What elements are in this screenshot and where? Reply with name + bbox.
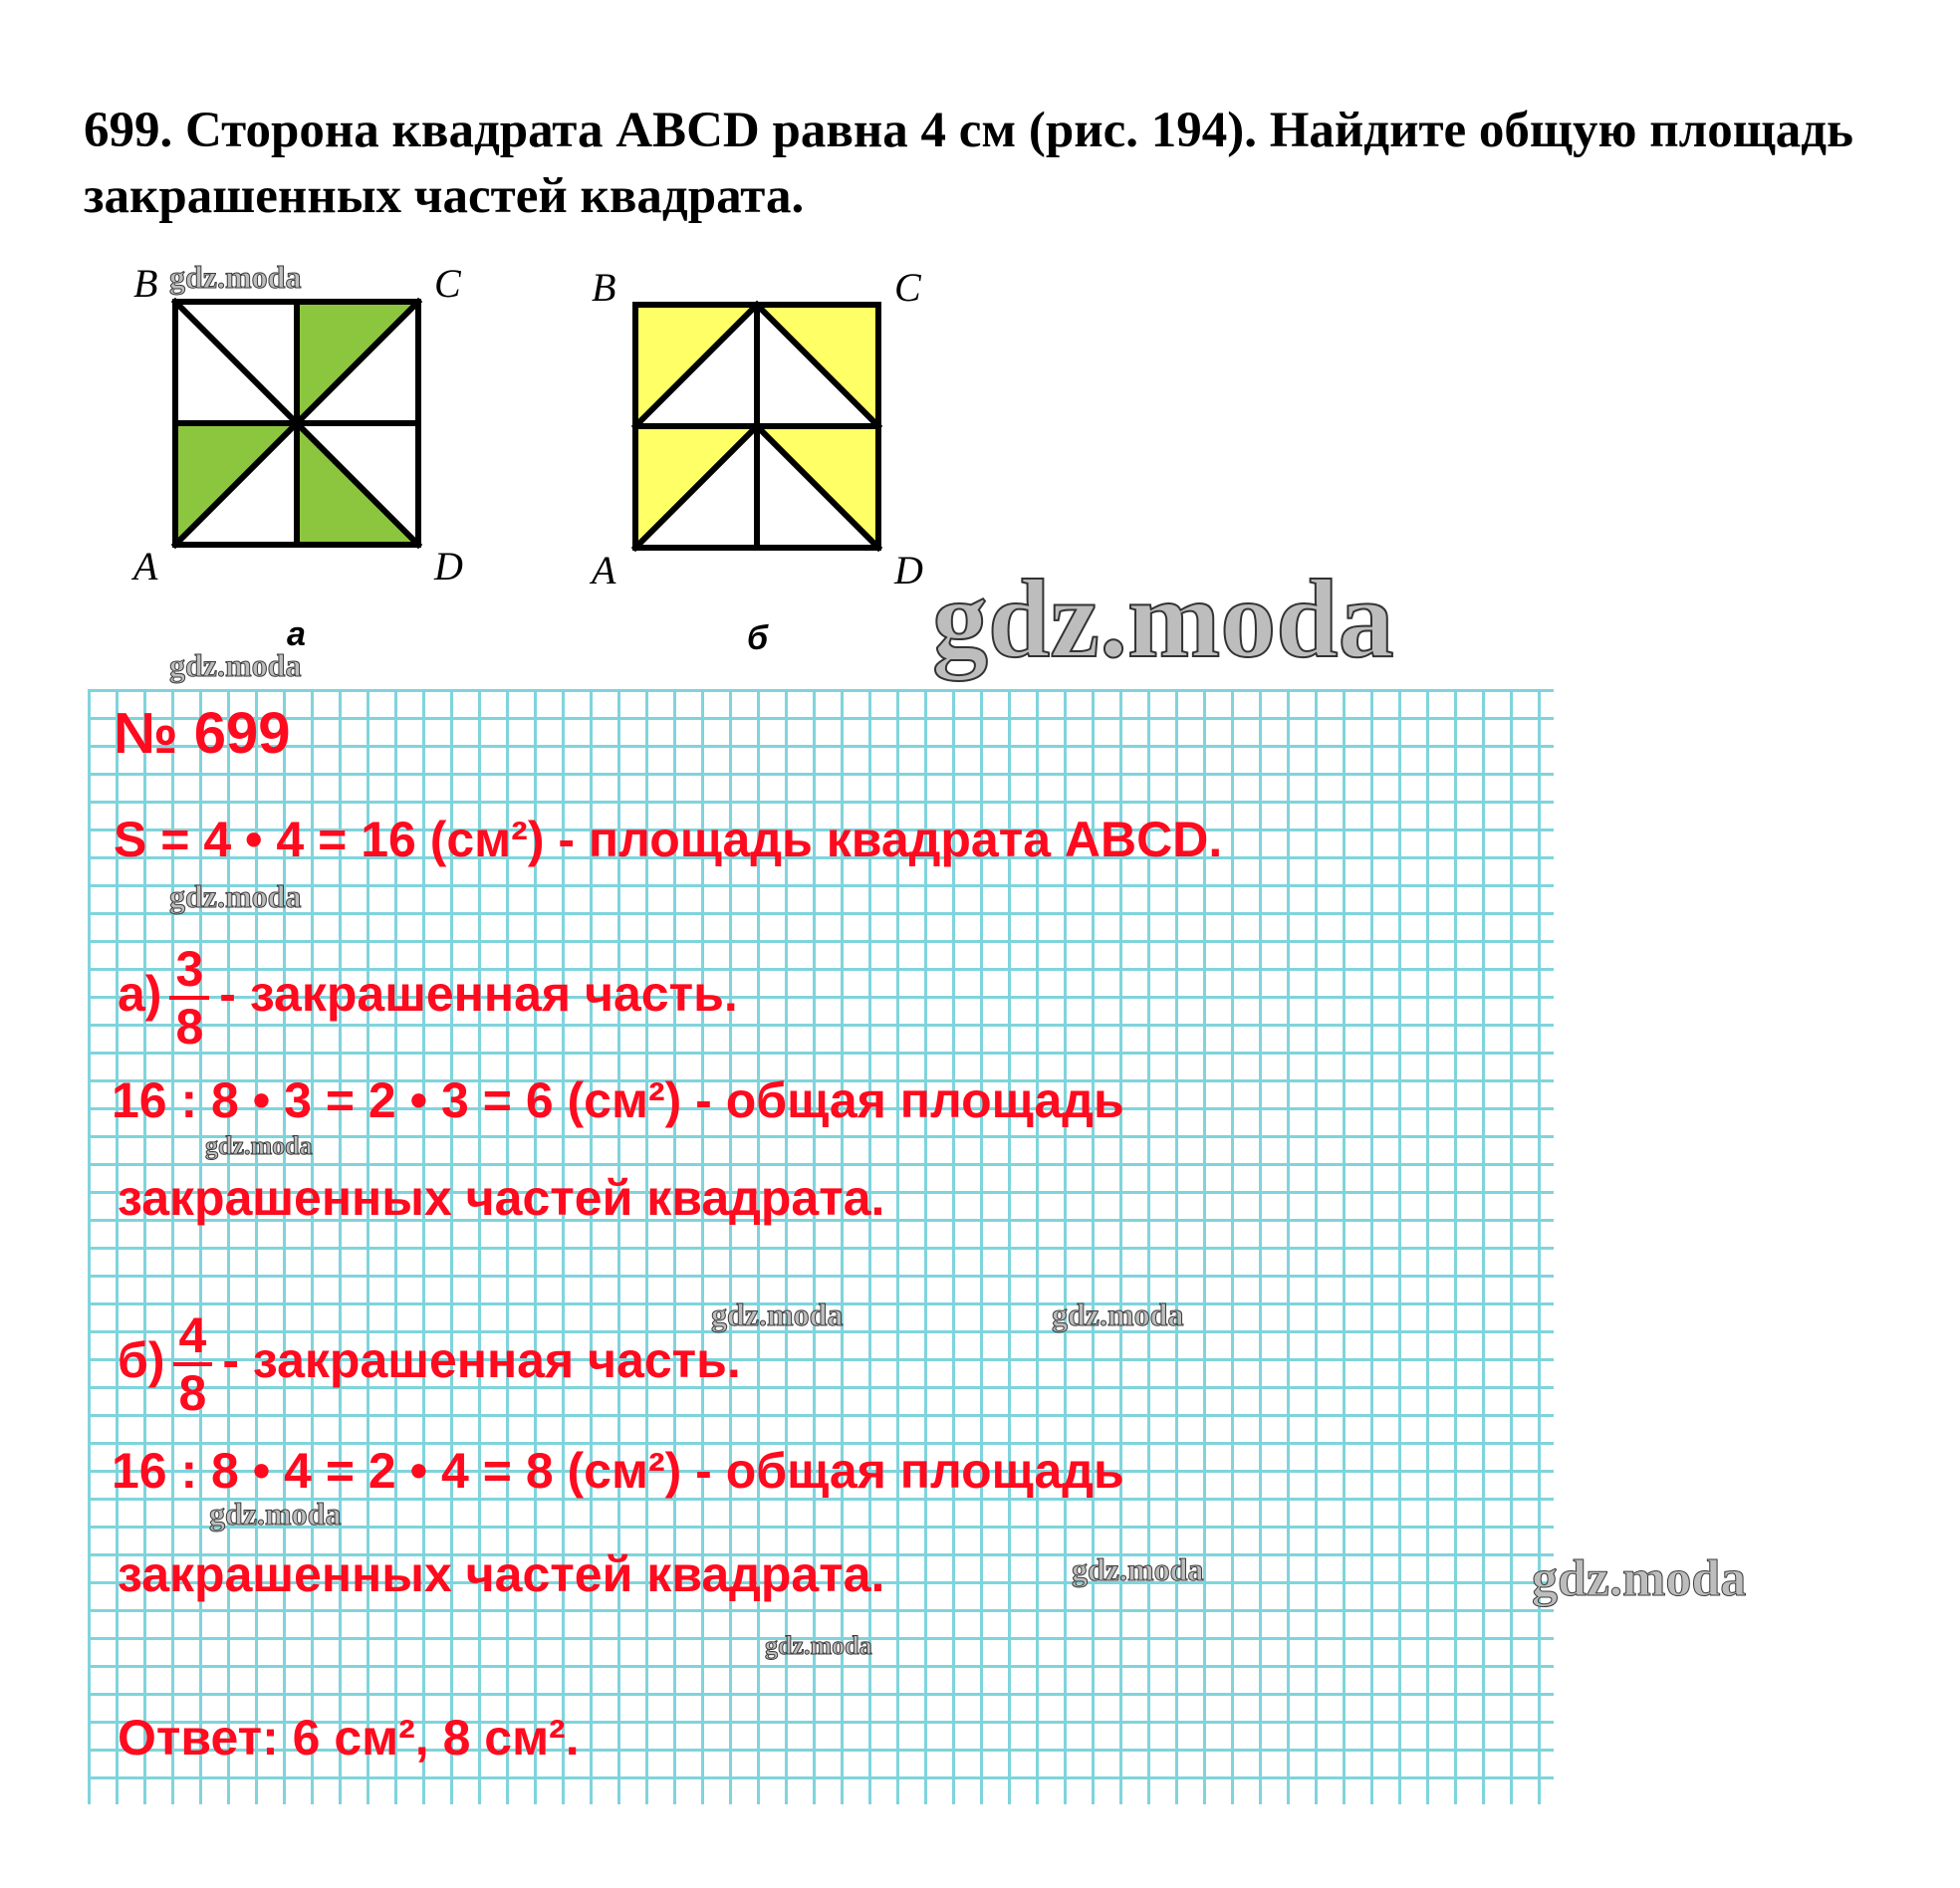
watermark: gdz.moda bbox=[711, 1297, 844, 1332]
part-b-prefix: б) bbox=[118, 1332, 165, 1389]
part-a-fraction bbox=[169, 941, 209, 1055]
figure-b-label-a: A bbox=[592, 548, 616, 592]
solution-area-line: S = 4 • 4 = 16 (см²) - площадь квадрата ABCD. bbox=[114, 812, 1223, 867]
figure-b-label-b: B bbox=[592, 265, 616, 310]
part-a-prefix: а) bbox=[118, 966, 162, 1023]
part-b-numerator: 4 bbox=[173, 1310, 213, 1366]
part-a-suffix: - закрашенная часть. bbox=[219, 966, 738, 1023]
watermark: gdz.moda bbox=[169, 878, 302, 914]
watermark: gdz.moda bbox=[169, 259, 302, 295]
watermark: gdz.moda bbox=[205, 1131, 313, 1160]
part-b-suffix: - закрашенная часть. bbox=[222, 1332, 741, 1389]
figure-a bbox=[130, 261, 463, 653]
watermark-right: gdz.moda bbox=[1532, 1550, 1747, 1607]
part-b-denominator: 8 bbox=[178, 1365, 207, 1421]
watermark: gdz.moda bbox=[1072, 1551, 1204, 1587]
part-a-calculation: 16 : 8 • 3 = 2 • 3 = 6 (см²) - общая площадь bbox=[112, 1072, 1124, 1128]
figure-b-label-d: D bbox=[894, 548, 923, 592]
watermark: gdz.moda bbox=[209, 1496, 342, 1532]
figure-b-caption: б bbox=[747, 619, 769, 657]
figure-a-caption: а bbox=[287, 615, 306, 653]
part-a-calculation-continued: закрашенных частей квадрата. bbox=[118, 1170, 885, 1226]
part-b-fraction-line bbox=[118, 1307, 741, 1421]
solution-number: № 699 bbox=[114, 701, 291, 766]
figure-b bbox=[589, 265, 923, 657]
figure-a-label-a: A bbox=[133, 544, 158, 589]
part-a-denominator: 8 bbox=[175, 999, 204, 1055]
watermark: gdz.moda bbox=[765, 1631, 872, 1660]
part-b-calculation: 16 : 8 • 4 = 2 • 4 = 8 (см²) - общая площадь bbox=[112, 1443, 1124, 1499]
figure-b-label-c: C bbox=[894, 265, 921, 310]
watermark: gdz.moda bbox=[1052, 1297, 1184, 1332]
part-a-numerator: 3 bbox=[169, 944, 209, 1000]
watermark: gdz.moda bbox=[169, 647, 302, 683]
figure-a-label-c: C bbox=[434, 261, 461, 306]
watermark-large: gdz.moda bbox=[932, 558, 1394, 681]
part-b-calculation-continued: закрашенных частей квадрата. bbox=[118, 1546, 885, 1602]
problem-statement: 699. Сторона квадрата ABCD равна 4 см (рис. 194). Найдите общую площадь закрашенных частей квадрата. bbox=[84, 103, 1854, 224]
part-b-fraction bbox=[173, 1307, 213, 1421]
part-a-fraction-line bbox=[118, 941, 738, 1055]
figure-a-label-d: D bbox=[434, 544, 463, 589]
answer-line: Ответ: 6 см², 8 см². bbox=[118, 1710, 580, 1766]
figure-a-label-b: B bbox=[133, 261, 158, 306]
